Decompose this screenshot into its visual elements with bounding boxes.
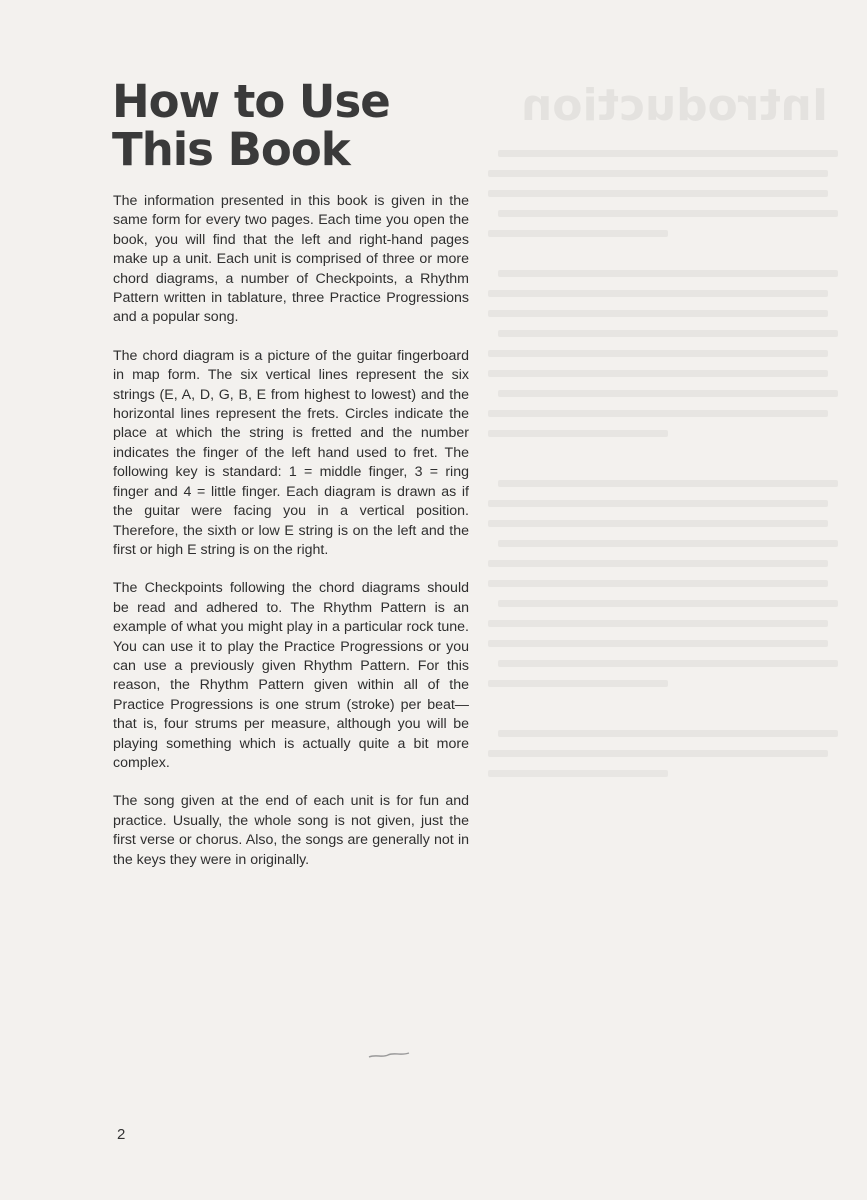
reverse-page-text-line [488, 560, 828, 567]
reverse-page-text-line [488, 410, 828, 417]
reverse-page-text-line [498, 730, 838, 737]
reverse-page-text-line [498, 540, 838, 547]
reverse-page-text-line [488, 370, 828, 377]
reverse-page-text-line [488, 310, 828, 317]
reverse-page-text-line [488, 520, 828, 527]
reverse-page-text-line [488, 230, 668, 237]
reverse-page-text-line [488, 170, 828, 177]
reverse-page-text-line [498, 480, 838, 487]
paragraph-checkpoints: The Checkpoints following the chord diagrams should be read and adhered to. The Rhythm Pattern is an example of what you might play in a particular rock tune. You can use it to play the Practice Progressions or you can use a previously given Rhythm Pattern. For this reason, the Rhythm Pattern given within all of the Practice Progressions is one strum (stroke) per beat—that is, four strums per measure, although you will be playing something which is actually quite a bit more complex. [113, 580, 469, 771]
reverse-page-text-line [488, 500, 828, 507]
reverse-page-text-line [498, 600, 838, 607]
reverse-page-text-line [498, 270, 838, 277]
reverse-page-text-line [498, 210, 838, 217]
ink-smudge [368, 1050, 410, 1060]
page-title-line-1: How to Use [112, 75, 390, 128]
reverse-page-text-line [488, 680, 668, 687]
reverse-page-text-line [488, 620, 828, 627]
page-number: 2 [117, 1126, 126, 1143]
reverse-page-text-line [498, 150, 838, 157]
paragraph-overview: The information presented in this book is given in the same form for every two pages. Each time you open the book, you will find that the left and right-hand pages make up a unit. Each unit is comprised of three or more chord diagrams, a number of Checkpoints, a Rhythm Pattern written in tablature, three Practice Progressions and a popular song. [113, 193, 469, 326]
paragraph-chord-diagram: The chord diagram is a picture of the guitar fingerboard in map form. The six vertical lines represent the six strings (E, A, D, G, B, E from highest to lowest) and the horizontal lines represent the frets. Circles indicate the place at which the string is fretted and the number indicates the finger of the left hand used to fret. The following key is standard: 1 = middle finger, 3 = ring finger and 4 = little finger. Each diagram is drawn as if the guitar were facing you in a vertical position. Therefore, the sixth or low E string is on the left and the first or high E string is on the right. [113, 347, 469, 558]
body-text [113, 192, 469, 889]
page-title-line-2: This Book [112, 123, 350, 176]
reverse-page-title-shadow: Introduction [520, 80, 828, 131]
reverse-page-text-line [498, 390, 838, 397]
paragraph-song: The song given at the end of each unit is for fun and practice. Usually, the whole song is not given, just the first verse or chorus. Also, the songs are generally not in the keys they were in originally. [113, 793, 469, 868]
reverse-page-text-line [488, 190, 828, 197]
reverse-page-show-through [488, 80, 848, 820]
reverse-page-text-line [488, 430, 668, 437]
reverse-page-text-line [488, 350, 828, 357]
reverse-page-text-line [498, 660, 838, 667]
reverse-page-text-line [488, 640, 828, 647]
reverse-page-text-line [488, 290, 828, 297]
reverse-page-text-line [488, 580, 828, 587]
reverse-page-text-line [488, 770, 668, 777]
reverse-page-text-line [488, 750, 828, 757]
page-title [112, 75, 390, 176]
reverse-page-text-line [498, 330, 838, 337]
